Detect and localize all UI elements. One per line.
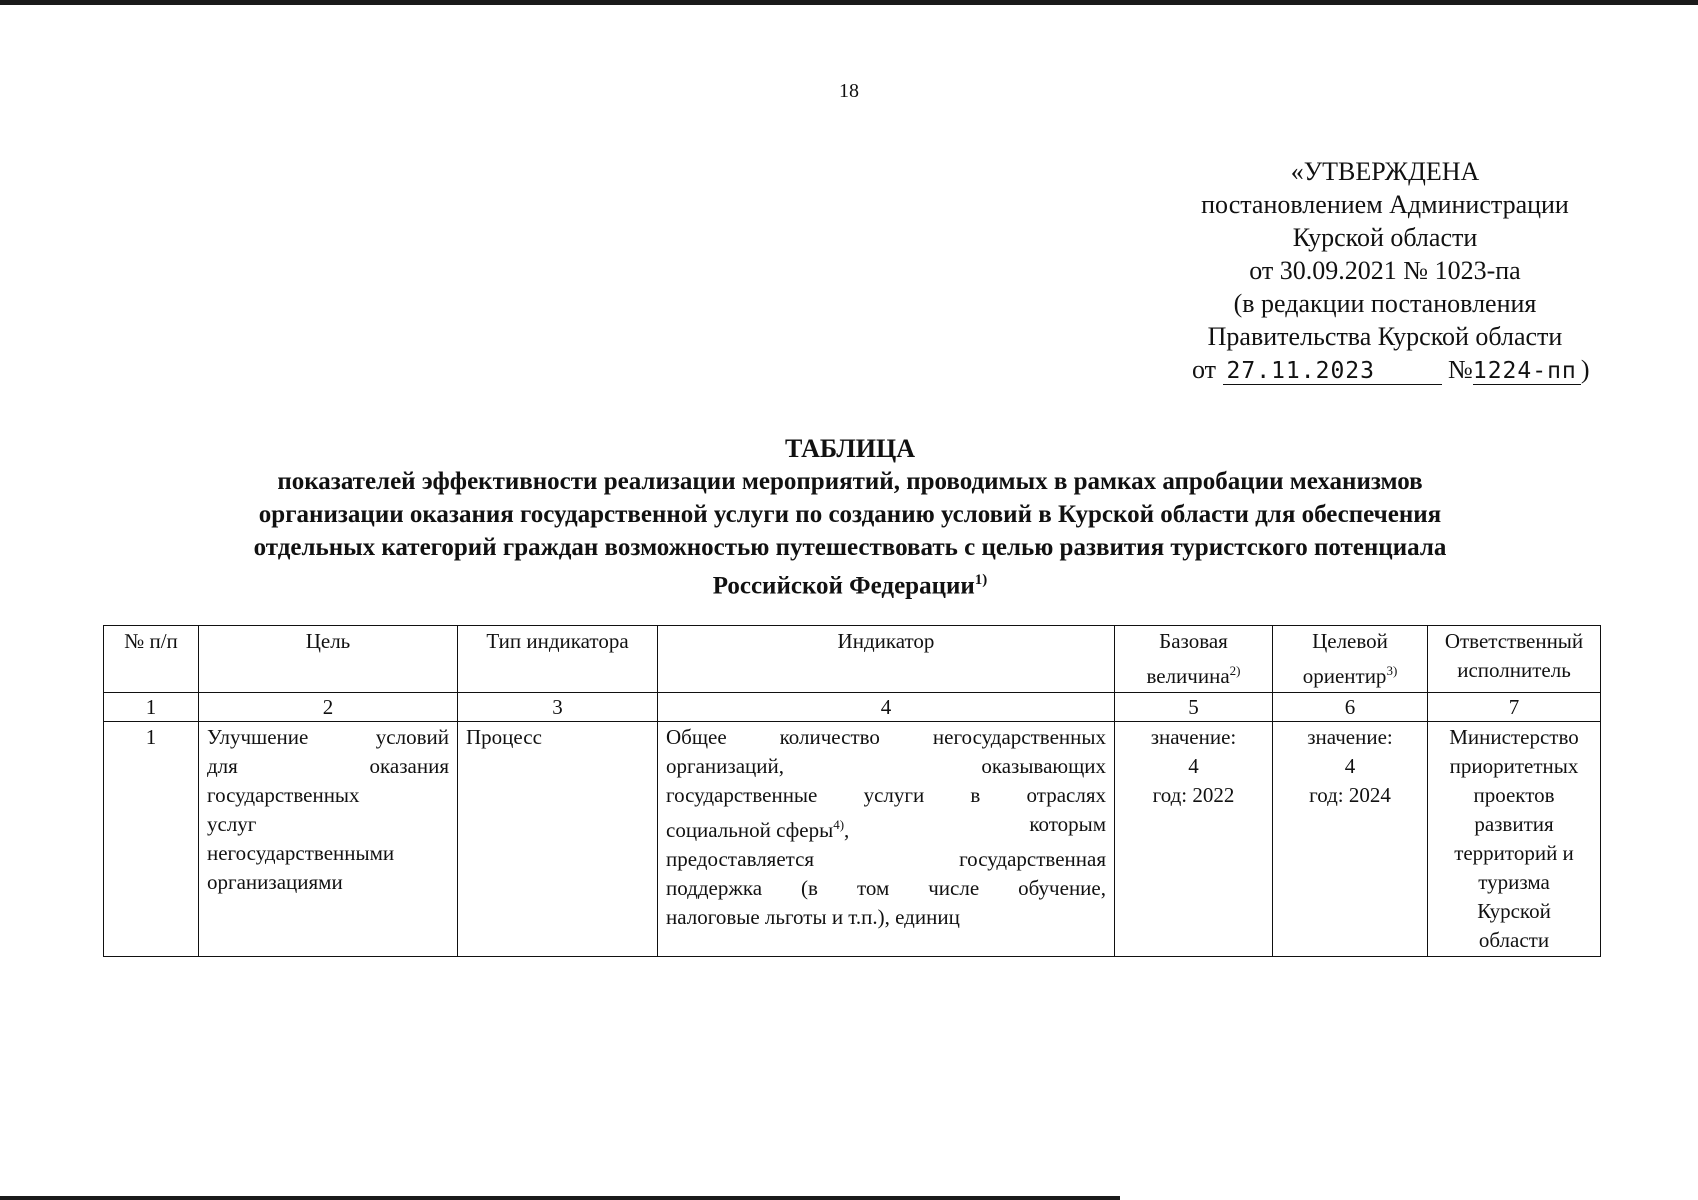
- resp-line: развития: [1474, 812, 1554, 836]
- approval-line-1: «УТВЕРЖДЕНА: [1290, 157, 1480, 186]
- resp-line: области: [1478, 928, 1550, 952]
- header-target-line-2-wrap: [1281, 656, 1419, 691]
- header-target: [1273, 626, 1428, 693]
- header-base: [1115, 626, 1273, 693]
- header-responsible: [1428, 626, 1601, 693]
- row-target-value: [1273, 722, 1428, 957]
- approval-line-5: (в редакции постановления: [1233, 289, 1537, 318]
- header-base-line-1: Базовая: [1159, 629, 1228, 653]
- column-number: 2: [199, 693, 458, 722]
- resp-line: проектов: [1473, 783, 1555, 807]
- approval-line-2: постановлением Администрации: [1201, 190, 1569, 219]
- title-heading: ТАБЛИЦА: [785, 434, 915, 463]
- indicator-footnote: 4): [833, 817, 845, 832]
- resp-line: приоритетных: [1449, 754, 1579, 778]
- page-number: 18: [839, 80, 859, 102]
- base-value: 4: [1188, 754, 1199, 778]
- approval-number-value: 1224-пп: [1473, 358, 1581, 385]
- approval-closing: ): [1580, 355, 1590, 384]
- row-goal: [199, 722, 458, 957]
- header-resp-line-2: исполнитель: [1457, 658, 1571, 682]
- row-num: 1: [104, 722, 199, 957]
- header-base-footnote: 2): [1229, 663, 1241, 678]
- column-number: 7: [1428, 693, 1601, 722]
- scan-border-top: [0, 0, 1698, 5]
- title-line-1: показателей эффективности реализации мероприятий, проводимых в рамках апробации механизмов: [277, 468, 1423, 495]
- target-year: год: 2024: [1309, 783, 1391, 807]
- approval-stamp: [1170, 155, 1600, 386]
- base-year: год: 2022: [1152, 783, 1235, 807]
- title-line-4-text: Российской Федерации: [712, 572, 975, 600]
- column-number: 5: [1115, 693, 1273, 722]
- target-label: значение:: [1307, 725, 1393, 749]
- header-type: Тип индикатора: [458, 626, 658, 693]
- indicators-table: [103, 625, 1601, 957]
- indicator-line-social: [666, 810, 1106, 845]
- indicator-line: поддержка (в том числе обучение,: [666, 876, 1106, 900]
- goal-line: организациями: [207, 870, 343, 894]
- column-number-row: [104, 693, 1601, 722]
- row-responsible: [1428, 722, 1601, 957]
- table-row: [104, 722, 1601, 957]
- approval-number-sign: №: [1448, 355, 1473, 384]
- approval-date-prefix: от: [1192, 355, 1217, 384]
- indicator-line: Общее количество негосударственных: [666, 725, 1106, 749]
- header-target-line-1: Целевой: [1312, 629, 1388, 653]
- goal-line: негосударственными: [207, 841, 395, 865]
- header-num: № п/п: [104, 626, 199, 693]
- header-target-footnote: 3): [1386, 663, 1398, 678]
- scan-border-bottom: [0, 1196, 1120, 1200]
- header-base-line-2: величина: [1146, 664, 1230, 688]
- table-header-row: [104, 626, 1601, 693]
- indicator-line: налоговые льготы и т.п.), единиц: [666, 905, 960, 929]
- header-resp-line-1: Ответственный: [1444, 629, 1584, 653]
- title-line-4: [130, 564, 1570, 602]
- row-base-value: [1115, 722, 1273, 957]
- goal-line: Улучшение условий: [207, 725, 449, 749]
- row-indicator: [658, 722, 1115, 957]
- base-label: значение:: [1150, 725, 1237, 749]
- target-value: 4: [1344, 754, 1356, 778]
- indicator-social-words: социальной сферы: [666, 818, 834, 842]
- approval-line-4: от 30.09.2021 № 1023-па: [1249, 256, 1521, 285]
- column-number: 6: [1273, 693, 1428, 722]
- approval-line-6: Правительства Курской области: [1207, 322, 1563, 351]
- indicator-social-text: [666, 810, 849, 845]
- header-goal: Цель: [199, 626, 458, 693]
- column-number: 1: [104, 693, 199, 722]
- approval-date-value: 27.11.2023: [1223, 358, 1442, 385]
- column-number: 4: [658, 693, 1115, 722]
- column-number: 3: [458, 693, 658, 722]
- title-line-2: организации оказания государственной услуги по созданию условий в Курской области для обеспечения: [258, 501, 1442, 528]
- goal-line: услуг: [207, 812, 257, 836]
- title-line-3: отдельных категорий граждан возможностью путешествовать с целью развития туристского потенциала: [253, 534, 1447, 561]
- approval-line-3: Курской области: [1292, 223, 1478, 252]
- indicator-comma: ,: [844, 818, 850, 842]
- goal-line: для оказания: [207, 754, 449, 778]
- indicator-line: государственные услуги в отраслях: [666, 783, 1106, 807]
- indicator-tail: которым: [1029, 812, 1106, 836]
- header-indicator: Индикатор: [658, 626, 1115, 693]
- header-target-line-2: ориентир: [1302, 664, 1387, 688]
- document-title: [130, 432, 1570, 602]
- header-base-line-2-wrap: [1123, 656, 1264, 691]
- approval-date-line: [1170, 353, 1600, 386]
- title-footnote-mark: 1): [974, 572, 988, 588]
- resp-line: Министерство: [1449, 725, 1579, 749]
- indicator-line: организаций, оказывающих: [666, 754, 1106, 778]
- row-type: Процесс: [458, 722, 658, 957]
- resp-line: территорий и: [1454, 841, 1574, 865]
- goal-line: государственных: [207, 783, 360, 807]
- resp-line: туризма: [1478, 870, 1550, 894]
- indicator-line: предоставляется государственная: [666, 847, 1106, 871]
- resp-line: Курской: [1477, 899, 1551, 923]
